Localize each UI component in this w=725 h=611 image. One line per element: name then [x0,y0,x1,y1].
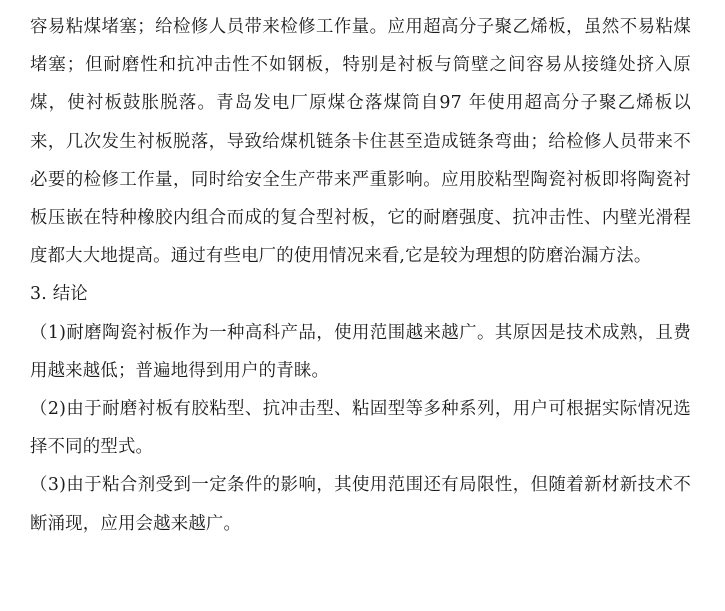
conclusion-item-1: （1)耐磨陶瓷衬板作为一种高科产品，使用范围越来越广。其原因是技术成熟，且费用越来越低；普遍地得到用户的青睐。 [30,322,691,381]
conclusion-item-2: （2)由于耐磨衬板有胶粘型、抗冲击型、粘固型等多种系列，用户可根据实际情况选择不同的型式。 [30,399,691,458]
section-heading: 3. 结论 [30,284,88,305]
body-paragraph: 容易粘煤堵塞；给检修人员带来检修工作量。应用超高分子聚乙烯板，虽然不易粘煤堵塞；但耐磨性和抗冲击性不如钢板，特别是衬板与筒壁之间容易从接缝处挤入原煤，使衬板鼓胀脱落。青岛发电厂原煤仓落煤筒自97 年使用超高分子聚乙烯板以来，几次发生衬板脱落，导致给煤机链条卡住甚至造成链条弯曲；给检修人员带来不必要的检修工作量，同时给安全生产带来严重影响。应用胶粘型陶瓷衬板即将陶瓷衬板压嵌在特种橡胶内组合而成的复合型衬板，它的耐磨强度、抗冲击性、内壁光滑程度都大大地提高。通过有些电厂的使用情况来看,它是较为理想的防磨治漏方法。 [30,17,691,267]
conclusion-item-3: （3)由于粘合剂受到一定条件的影响，其使用范围还有局限性，但随着新材新技术不断涌现，应用会越来越广。 [30,475,691,534]
